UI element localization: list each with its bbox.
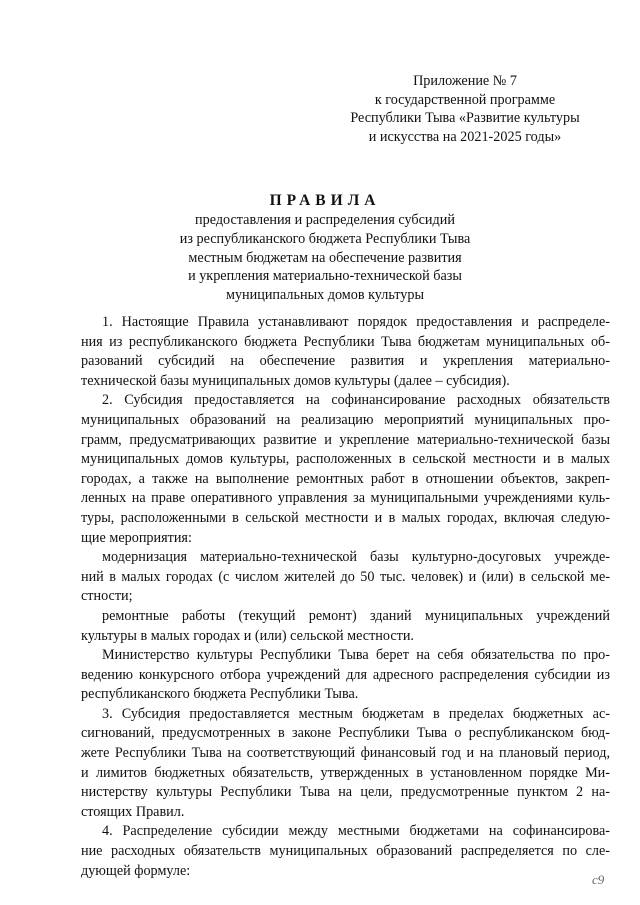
title-sub-line: предоставления и распределения субсидий	[195, 212, 455, 228]
appendix-header	[330, 72, 600, 146]
title-subtitle	[100, 211, 550, 305]
appendix-line: и искусства на 2021-2025 годы»	[368, 128, 562, 145]
title-sub-line: местным бюджетам на обеспечение развития	[188, 249, 462, 266]
body-line: 2. Субсидия предоставляется на софинансирование расходных обязательств	[102, 392, 610, 409]
document-body	[81, 313, 610, 881]
body-line: нистерству культуры Республики Тыва на цели, предусмотренные пунктом 2 на-	[81, 784, 610, 801]
body-line: 4. Распределение субсидии между местными бюджетами на софинансирова-	[102, 823, 610, 840]
body-line: щие мероприятия:	[81, 529, 192, 546]
body-line: республиканского бюджета Республики Тыва.	[81, 686, 359, 703]
body-line: туры, расположенными в сельской местности и в малых городах, включая следую-	[81, 509, 610, 526]
body-line: ние расходных обязательств муниципальных образований распределяется по сле-	[81, 843, 610, 860]
body-line: ремонтные работы (текущий ремонт) зданий муниципальных учреждений	[102, 607, 610, 624]
body-line: стоящих Правил.	[81, 803, 185, 820]
body-line: муниципальных образований на реализацию мероприятий муниципальных про-	[81, 411, 610, 428]
body-line: 3. Субсидия предоставляется местным бюджетам в пределах бюджетных ас-	[102, 705, 610, 722]
title-main: ПРАВИЛА	[269, 192, 381, 209]
body-line: модернизация материально-технической базы культурно-досуговых учрежде-	[102, 549, 610, 566]
body-line: стности;	[81, 588, 133, 605]
appendix-line: к государственной программе	[374, 91, 556, 108]
body-line: ний в малых городах (с числом жителей до 50 тыс. человек) и (или) в сельской ме-	[81, 568, 610, 585]
appendix-line: Республики Тыва «Развитие культуры	[350, 110, 580, 126]
body-line: Министерство культуры Республики Тыва берет на себя обязательства по про-	[102, 647, 610, 664]
appendix-line: Приложение № 7	[413, 73, 517, 89]
body-line: городах, а также на выполнение ремонтных работ в отношении объектов, закреп-	[81, 470, 610, 487]
body-line: муниципальных домов культуры, расположенных в сельской местности и в малых	[81, 451, 610, 468]
body-line: ния из республиканского бюджета Республики Тыва бюджетам муниципальных об-	[81, 333, 610, 350]
body-line: разований субсидий на обеспечение развития и укрепления материально-	[81, 353, 610, 370]
body-line: грамм, предусматривающих развитие и укрепление материально-технической базы	[81, 431, 610, 448]
page-corner-mark: c9	[592, 872, 605, 887]
body-line: ведению конкурсного отбора учреждений для адресного распределения субсидии из	[81, 666, 610, 683]
body-line: жете Республики Тыва на соответствующий финансовый год и на плановый период,	[81, 745, 610, 762]
title-sub-line: муниципальных домов культуры	[225, 287, 425, 304]
body-line: технической базы муниципальных домов культуры (далее – субсидия).	[81, 372, 510, 389]
body-line: сигнований, предусмотренных в законе Республики Тыва о республиканском бюд-	[81, 725, 610, 742]
title-sub-line: из республиканского бюджета Республики Тыва	[179, 230, 471, 247]
body-line: 1. Настоящие Правила устанавливают порядок предоставления и распределе-	[102, 314, 610, 330]
body-line: дующей формуле:	[81, 862, 191, 879]
document-title	[100, 191, 550, 305]
body-line: культуры в малых городах и (или) сельской местности.	[81, 627, 414, 644]
title-sub-line: и укрепления материально-технической базы	[188, 268, 462, 285]
body-line: ленных на праве оперативного управления за муниципальными учреждениями куль-	[81, 490, 610, 507]
body-line: и лимитов бюджетных обязательств, утвержденных в установленном порядке Ми-	[81, 764, 610, 781]
